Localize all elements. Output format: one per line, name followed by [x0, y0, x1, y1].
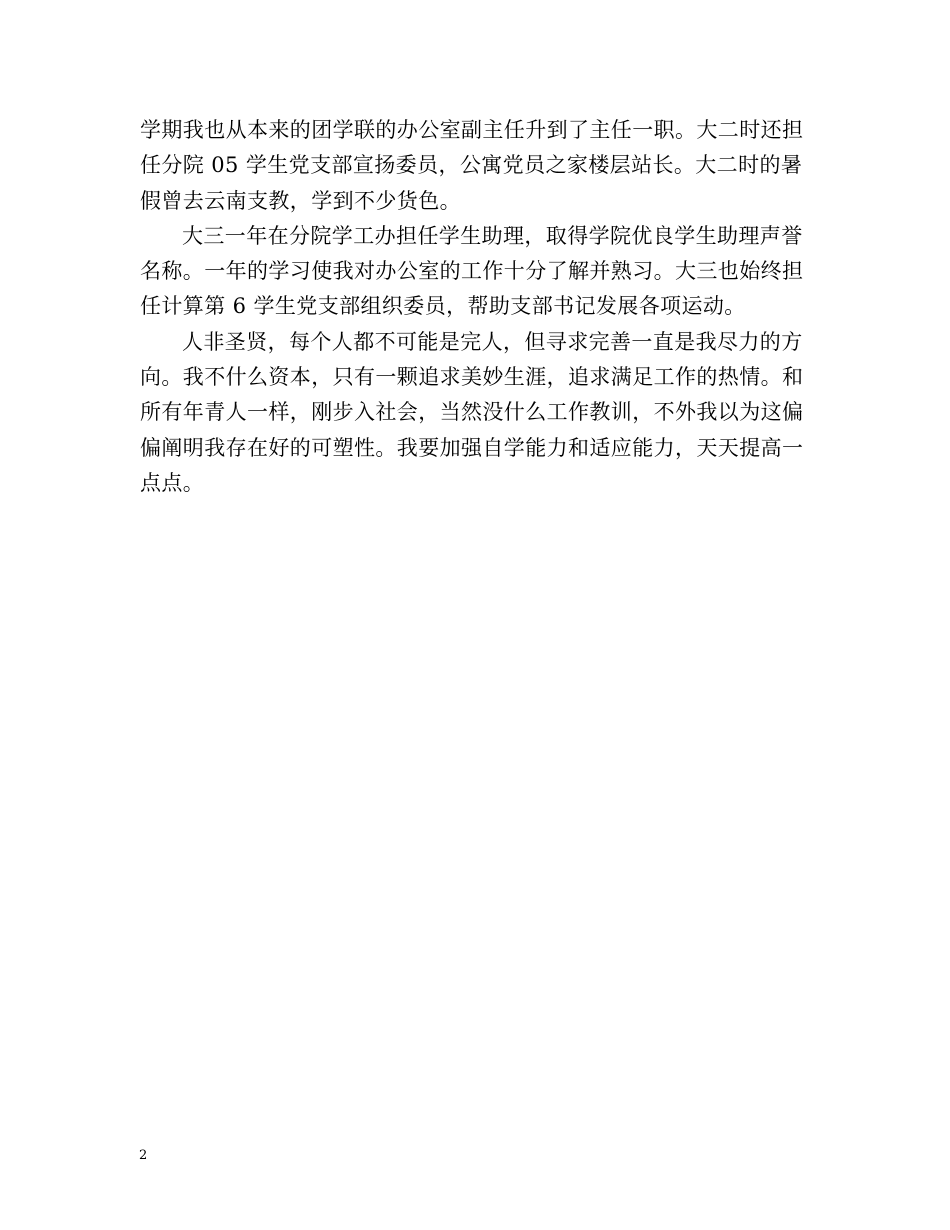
- paragraph-first-line: 大三一年在分院学工办担任学生助理，取得学院优良学生助理声誉: [182, 223, 803, 248]
- text-line: 名称。一年的学习使我对办公室的工作十分了解并熟习。大三也始终担: [140, 259, 804, 284]
- text-line: 假曾去云南支教，学到不少货色。: [140, 188, 461, 213]
- text-line: 向。我不什么资本，只有一颗追求美妙生涯，追求满足工作的热情。和: [140, 365, 804, 390]
- text-line: 任分院 05 学生党支部宣扬委员，公寓党员之家楼层站长。大二时的暑: [140, 153, 803, 178]
- text-line: 点点。: [140, 470, 205, 495]
- page-number: 2: [139, 1148, 148, 1163]
- text-line: 所有年青人一样，刚步入社会，当然没什么工作教训，不外我以为这偏: [140, 400, 804, 425]
- text-line: 偏阐明我存在好的可塑性。我要加强自学能力和适应能力，天天提高一: [140, 435, 804, 460]
- text-line: 学期我也从本来的团学联的办公室副主任升到了主任一职。大二时还担: [140, 118, 804, 142]
- document-body: [140, 113, 812, 501]
- paragraph-first-line: 人非圣贤，每个人都不可能是完人，但寻求完善一直是我尽力的方: [182, 329, 803, 354]
- text-line: 任计算第 6 学生党支部组织委员，帮助支部书记发展各项运动。: [140, 294, 746, 319]
